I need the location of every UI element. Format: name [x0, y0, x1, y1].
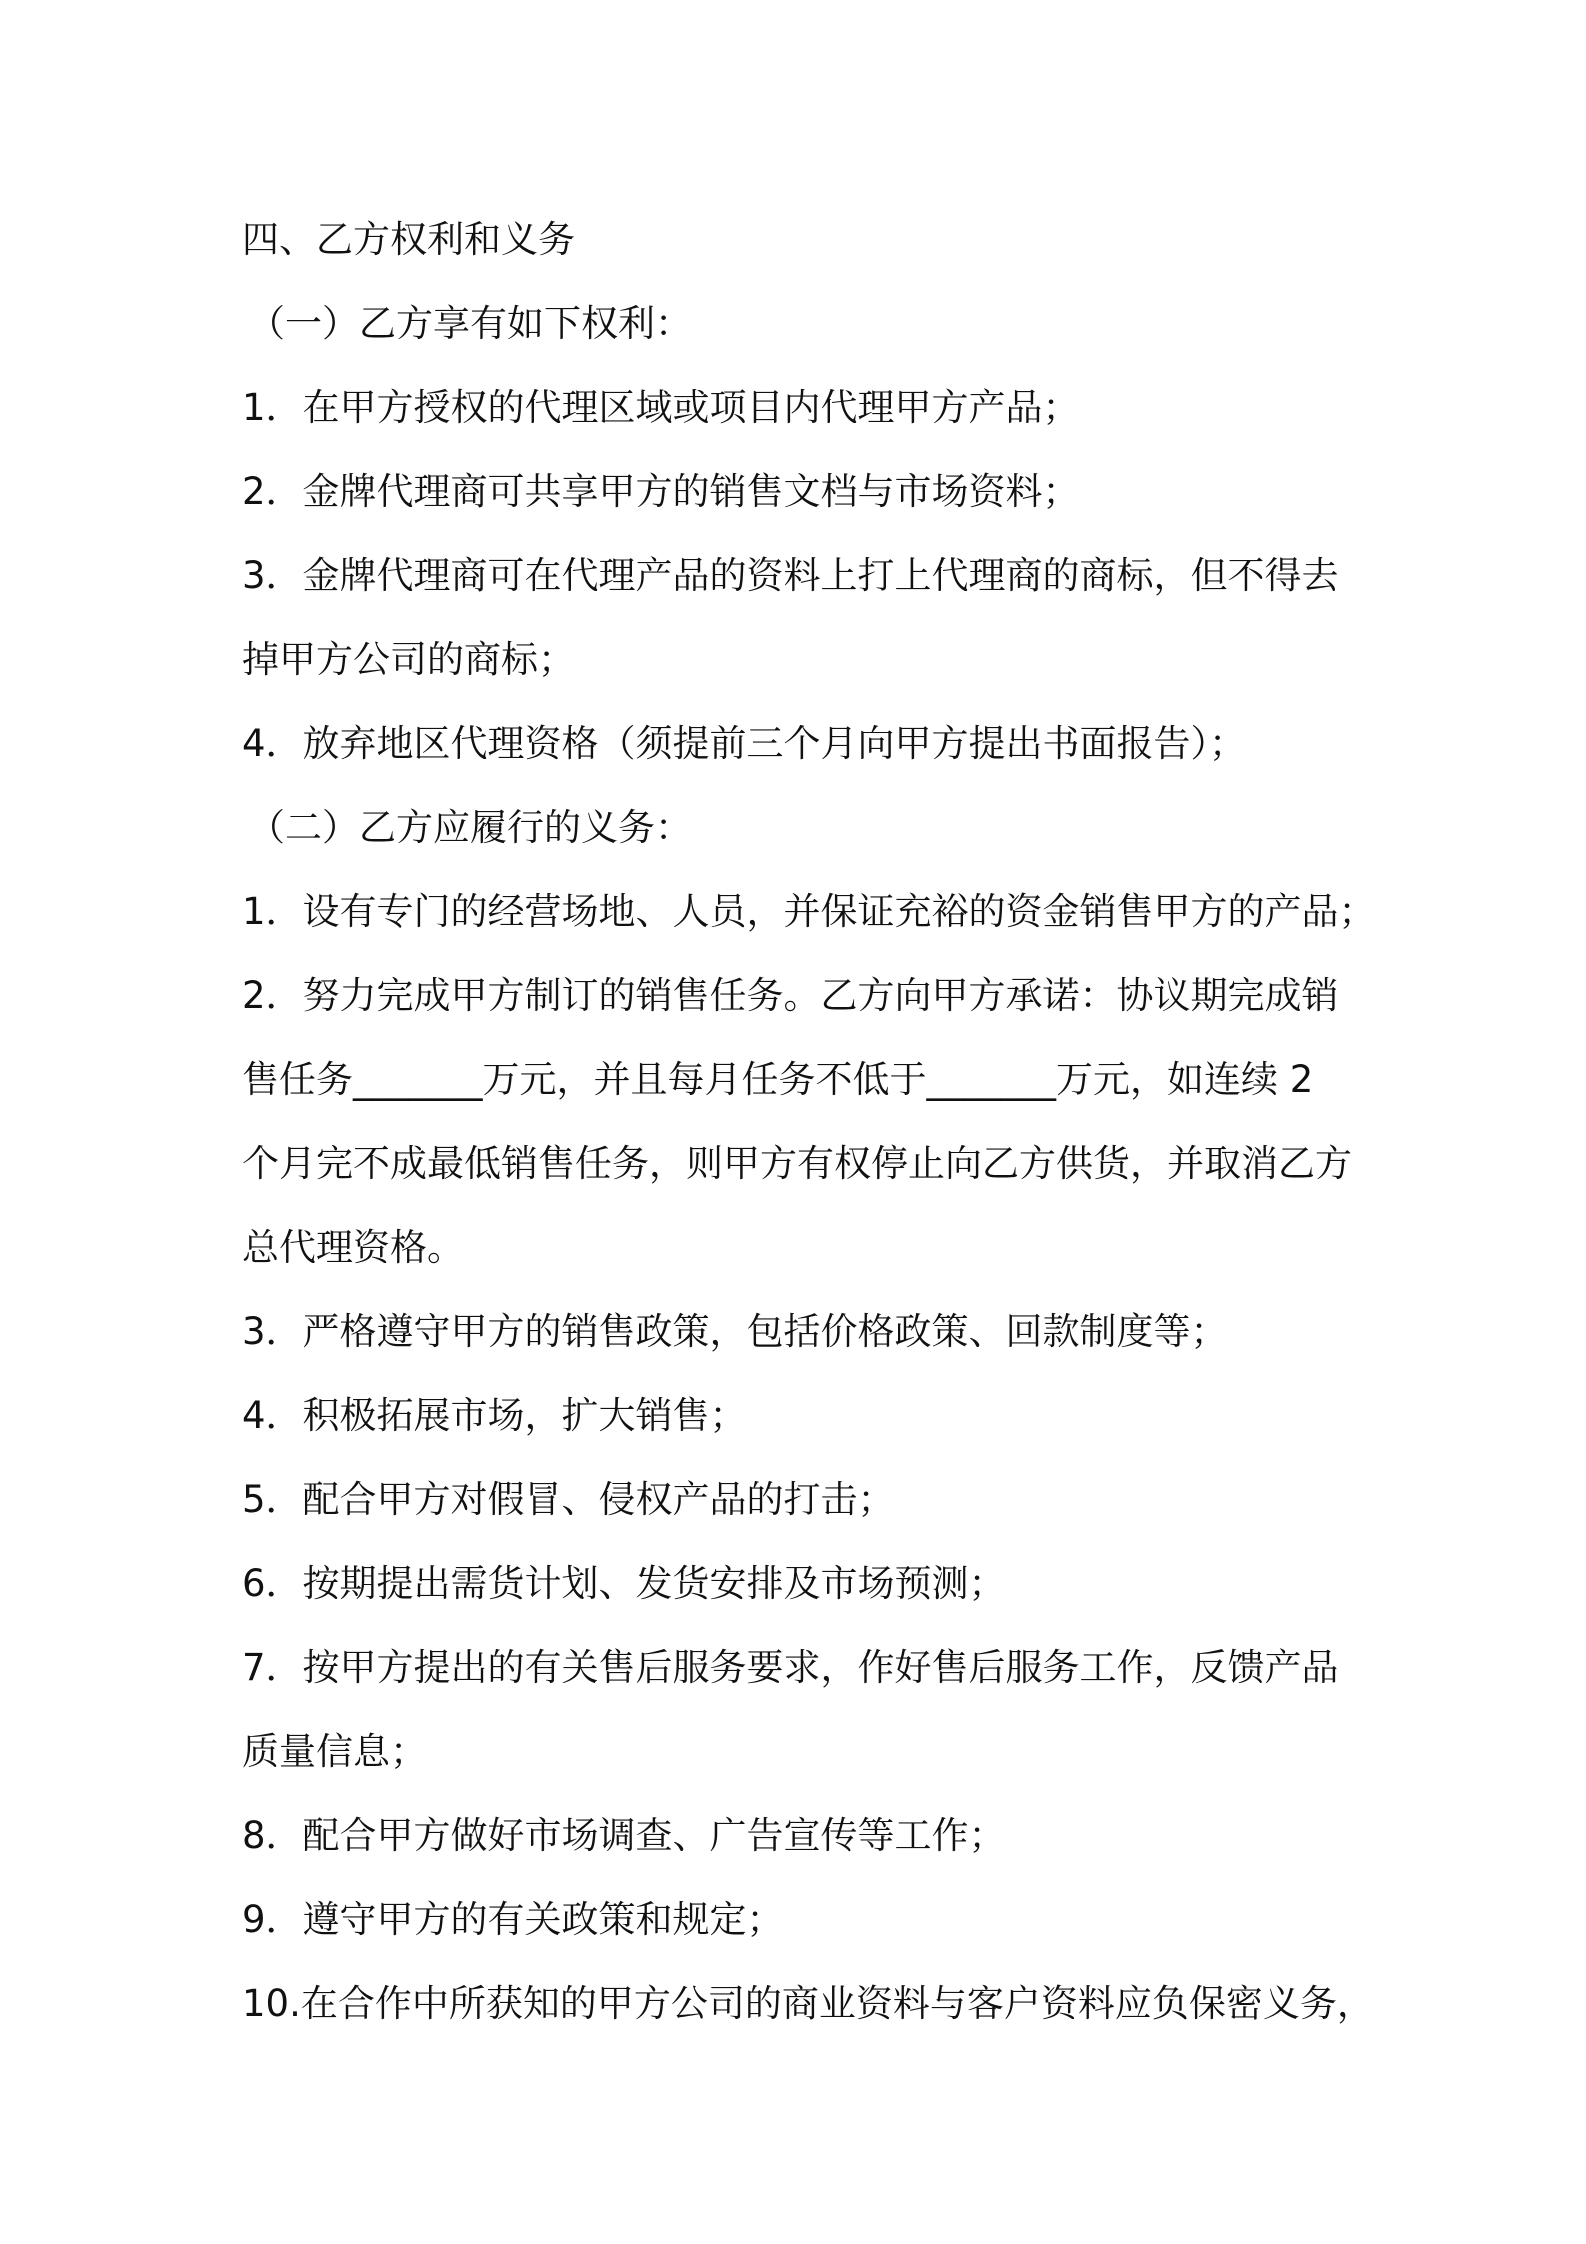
- rights-item-1: 1．在甲方授权的代理区域或项目内代理甲方产品；: [242, 386, 1080, 429]
- obligation-item-6: 6．按期提出需货计划、发货安排及市场预测；: [242, 1562, 1006, 1605]
- obligation-item-2-continued-1: 售任务_______万元，并且每月任务不低于_______万元，如连续 2: [242, 1058, 1314, 1101]
- rights-item-3-continued: 掉甲方公司的商标；: [242, 638, 575, 681]
- obligation-item-2-continued-2: 个月完不成最低销售任务，则甲方有权停止向乙方供货，并取消乙方: [242, 1142, 1352, 1185]
- obligation-item-4: 4．积极拓展市场，扩大销售；: [242, 1394, 747, 1437]
- obligation-item-3: 3．严格遵守甲方的销售政策，包括价格政策、回款制度等；: [242, 1310, 1228, 1353]
- obligation-item-1: 1．设有专门的经营场地、人员，并保证充裕的资金销售甲方的产品；: [242, 890, 1376, 933]
- rights-item-3: 3．金牌代理商可在代理产品的资料上打上代理商的商标，但不得去: [242, 554, 1339, 597]
- subsection-heading-obligations: （二）乙方应履行的义务：: [248, 806, 692, 849]
- obligation-item-2-continued-3: 总代理资格。: [242, 1226, 464, 1269]
- obligation-item-8: 8．配合甲方做好市场调查、广告宣传等工作；: [242, 1814, 1006, 1857]
- obligation-item-7: 7．按甲方提出的有关售后服务要求，作好售后服务工作，反馈产品: [242, 1646, 1339, 1689]
- section-heading: 四、乙方权利和义务: [242, 218, 575, 261]
- rights-item-2: 2．金牌代理商可共享甲方的销售文档与市场资料；: [242, 470, 1080, 513]
- obligation-item-10: 10.在合作中所获知的甲方公司的商业资料与客户资料应负保密义务，: [242, 1982, 1374, 2025]
- obligation-item-9: 9．遵守甲方的有关政策和规定；: [242, 1898, 784, 1941]
- rights-item-4: 4．放弃地区代理资格（须提前三个月向甲方提出书面报告）；: [242, 722, 1247, 765]
- subsection-heading-rights: （一）乙方享有如下权利：: [248, 302, 692, 345]
- document-body: [242, 198, 1376, 2046]
- obligation-item-2: 2．努力完成甲方制订的销售任务。乙方向甲方承诺：协议期完成销: [242, 974, 1339, 1017]
- obligation-item-5: 5．配合甲方对假冒、侵权产品的打击；: [242, 1478, 895, 1521]
- obligation-item-7-continued: 质量信息；: [242, 1730, 427, 1773]
